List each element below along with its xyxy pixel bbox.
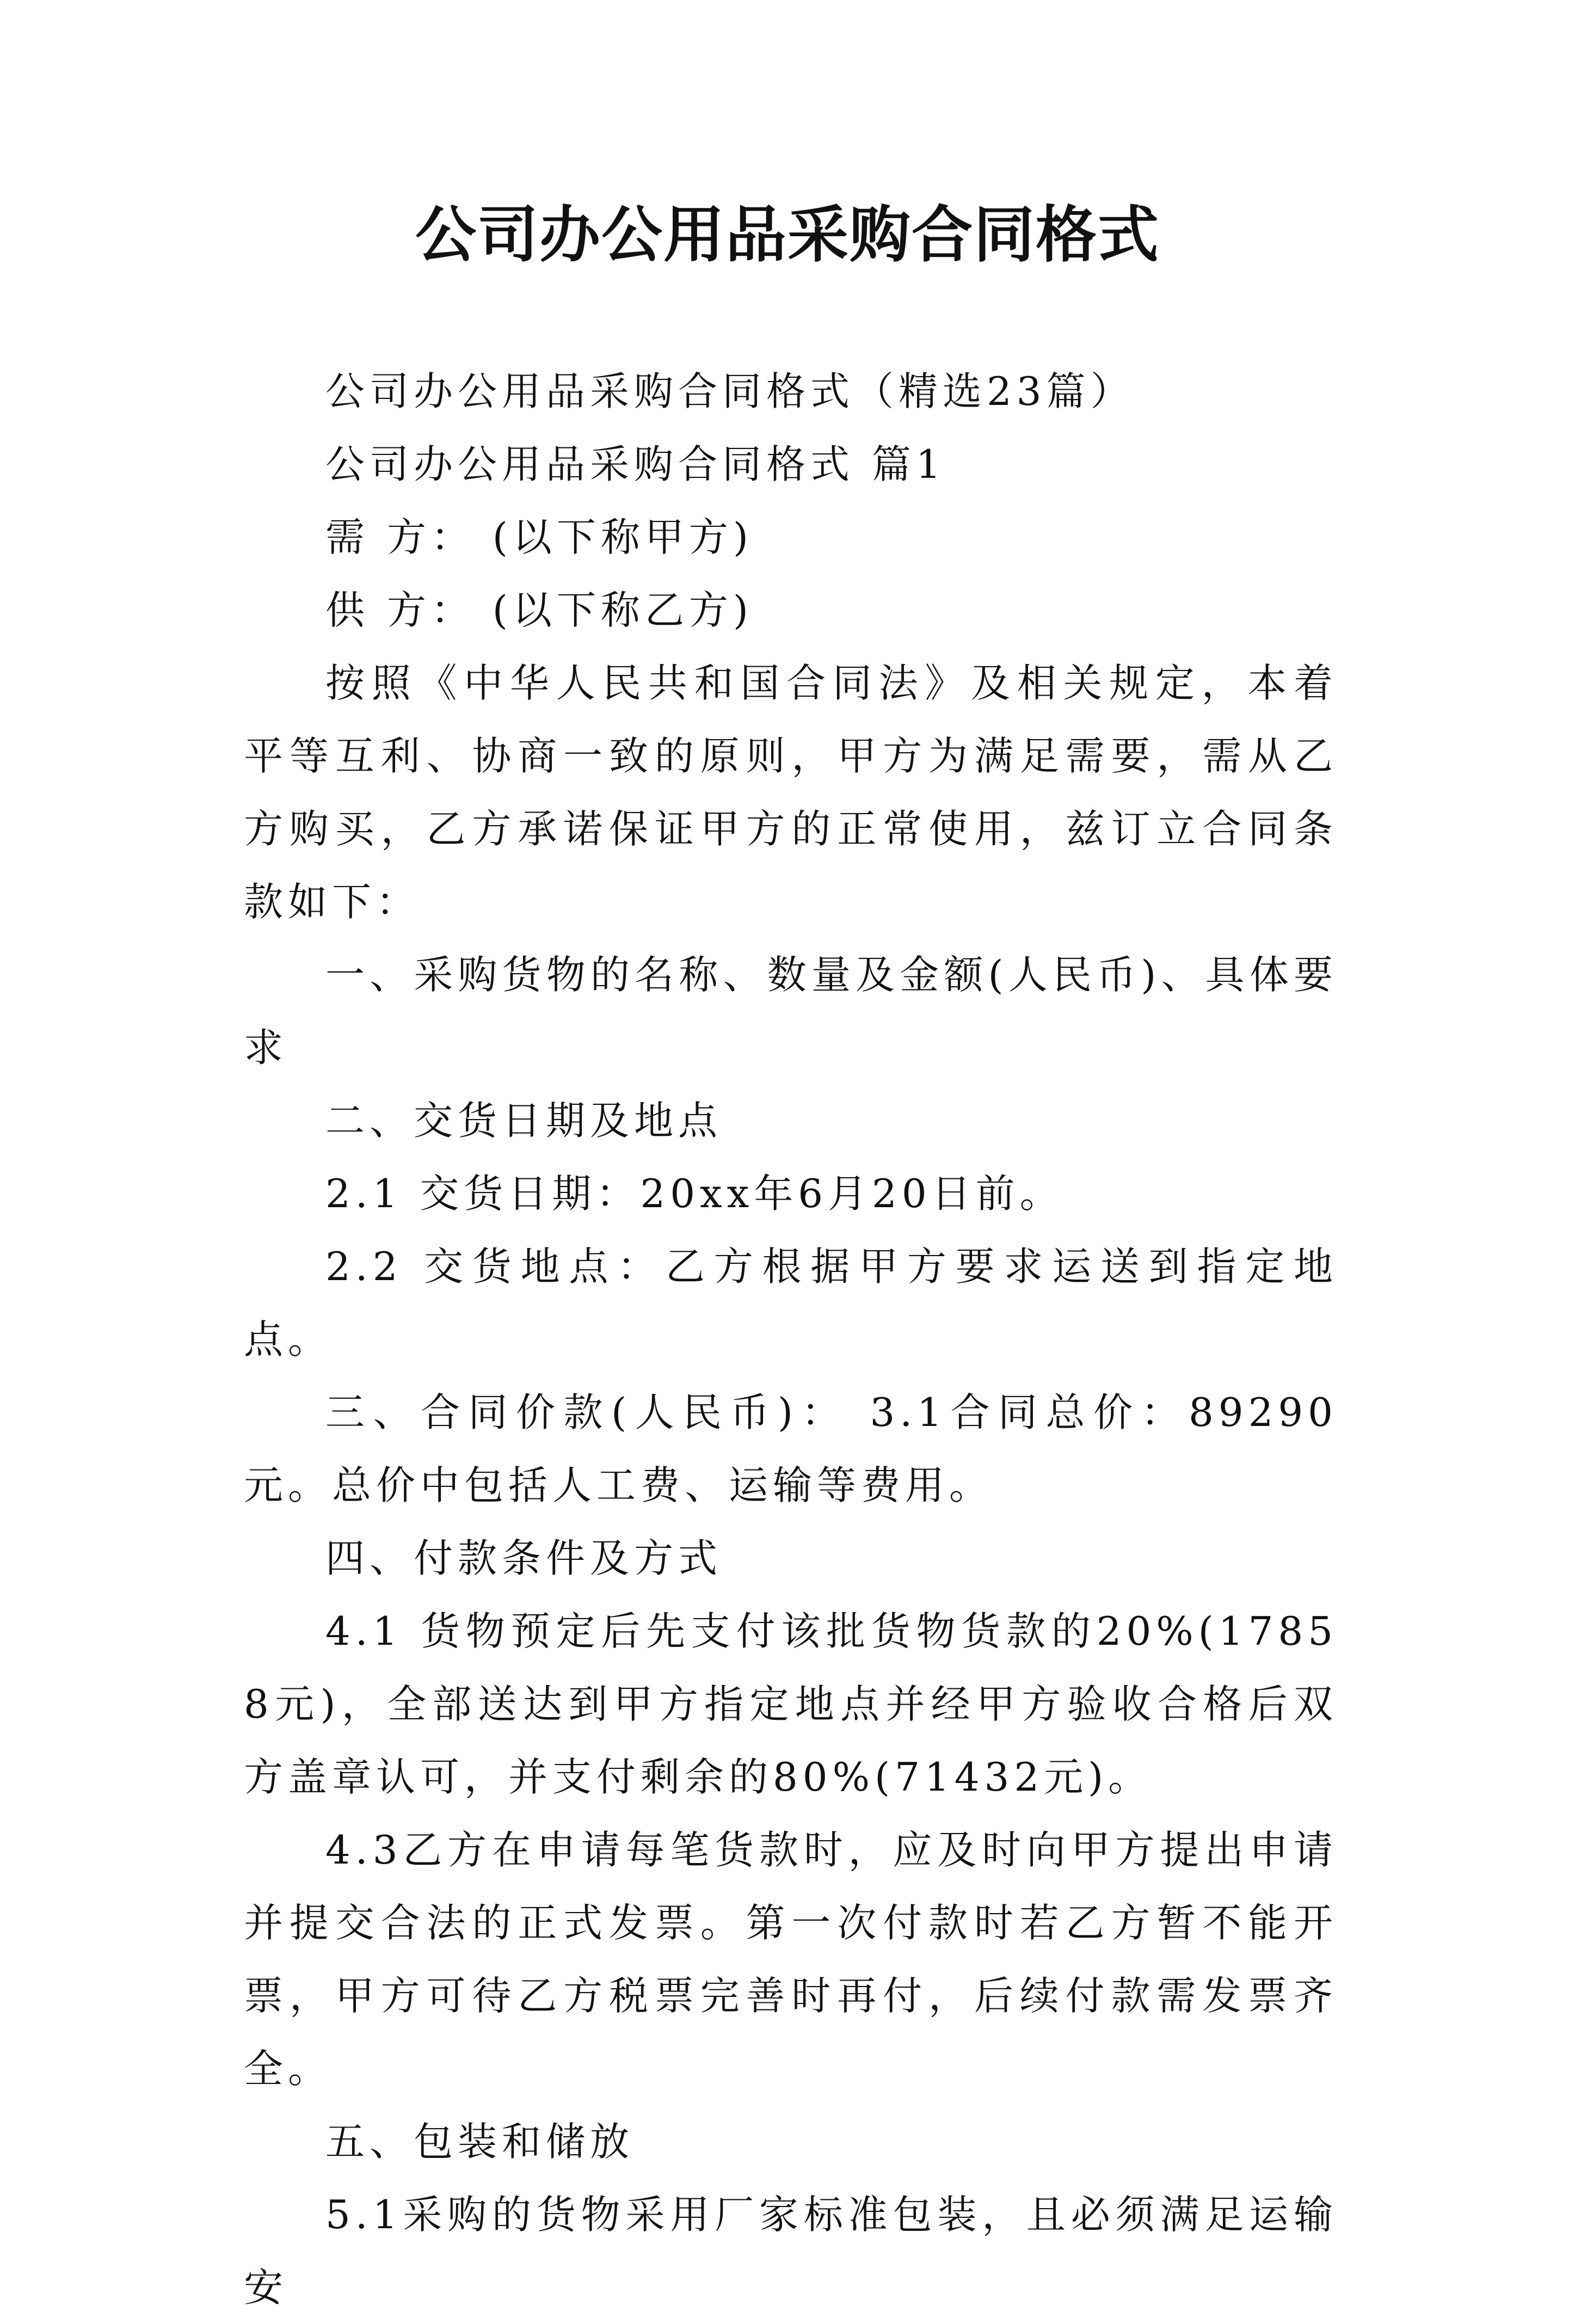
clause-heading-1: 一、采购货物的名称、数量及金额(人民币)、具体要求 xyxy=(244,952,1338,1071)
party-buyer-line: 需 方： (以下称甲方) xyxy=(325,514,753,560)
document-title: 公司办公用品采购合同格式 xyxy=(415,199,1160,270)
clause-heading-5: 五、包装和储放 xyxy=(325,2119,635,2165)
clause-heading-4: 四、付款条件及方式 xyxy=(325,1535,723,1581)
document-body xyxy=(244,355,1338,2324)
clause-heading-2: 二、交货日期及地点 xyxy=(325,1098,723,1143)
clause-4-3: 4.3乙方在申请每笔货款时，应及时向甲方提出申请并提交合法的正式发票。第一次付款时若乙方暂不能开票，甲方可待乙方税票完善时再付，后续付款需发票齐全。 xyxy=(244,1827,1338,2092)
subtitle-paragraph: 公司办公用品采购合同格式（精选23篇） xyxy=(325,368,1135,414)
clause-4-1: 4.1 货物预定后先支付该批货物货款的20%(17858元)，全部送达到甲方指定地点并经甲方验收合格后双方盖章认可，并支付剩余的80%(71432元)。 xyxy=(244,1608,1338,1800)
clause-2-2: 2.2 交货地点：乙方根据甲方要求运送到指定地点。 xyxy=(244,1244,1338,1362)
preamble-paragraph: 按照《中华人民共和国合同法》及相关规定，本着平等互利、协商一致的原则，甲方为满足需要，需从乙方购买，乙方承诺保证甲方的正常使用，兹订立合同条款如下： xyxy=(244,660,1338,925)
party-supplier-line: 供 方： (以下称乙方) xyxy=(325,587,753,633)
clause-2-1: 2.1 交货日期：20xx年6月20日前。 xyxy=(325,1171,1064,1216)
clause-5-1: 5.1采购的货物采用厂家标准包装，且必须满足运输安 xyxy=(244,2192,1338,2310)
section-heading: 公司办公用品采购合同格式 篇1 xyxy=(325,441,946,487)
clause-heading-3: 三、合同价款(人民币)： 3.1合同总价：89290元。总价中包括人工费、运输等费用。 xyxy=(244,1390,1338,1508)
